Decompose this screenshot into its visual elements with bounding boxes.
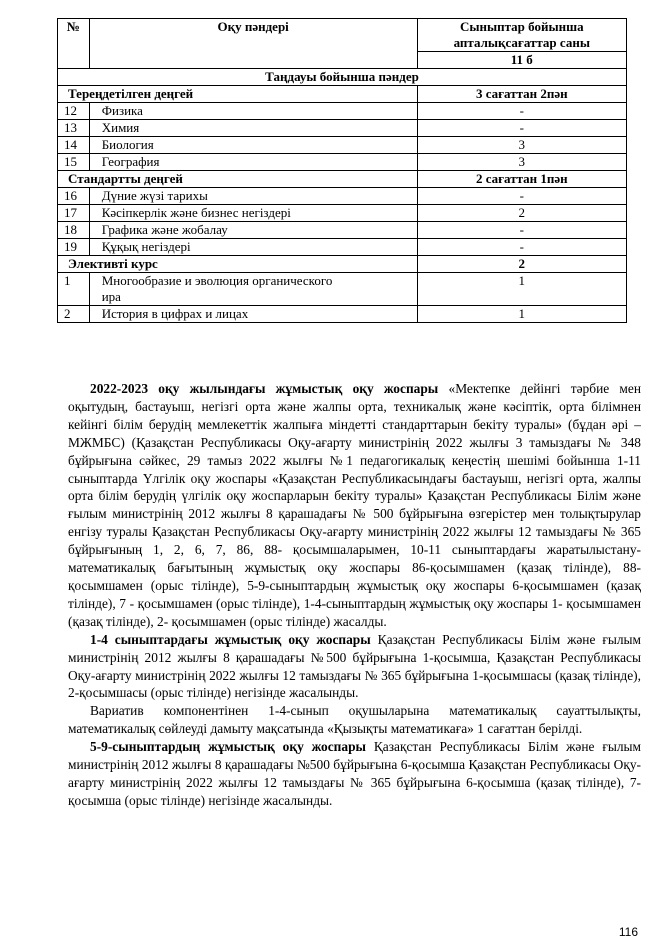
level-title: Элективті курс: [58, 256, 418, 273]
page-number: 116: [618, 925, 638, 939]
row-subject: Графика және жобалау: [89, 222, 417, 239]
row-hours: -: [417, 188, 626, 205]
row-subject: География: [89, 154, 417, 171]
section-row: [58, 69, 627, 86]
paragraph-text: «Мектепке дейінгі тәрбие мен оқытудың, бастауыш, негізгі орта және жалпы орта, техникалық және кәсіптік, орта білімнен кейінгі білім берудің мемлекеттік жалпыға міндетті стандарттарын бекіту туралы» (бұдан әрі – МЖМБС) (Қазақстан Республикасы Оқу-ағарту министрінің 2022 жылғы 3 тамыздағы № 348 бұйрығына сәйкес, 29 тамыз 2022 жылғы №1 педагогикалық кеңестің шешімі бойынша 1-11 сыныптарда Үлгілік оқу жоспары «Қазақстан Республикасындағы бастауыш, негізгі орта, жалпы орта білім берудің үлгілік оқу жоспарларын бекіту туралы» Қазақстан Республикасы Білім және ғылым министрінің 2012 жылғы 8 қарашадағы № 500 бұйрығына өзгерістер мен толықтырулар енгізу туралы Қазақстан Республикасы Оқу-ағарту министрінің 2022 жылғы 12 тамыздағы № 365 бұйрығының 1, 2, 6, 7, 86, 88- қосымшаларымен, 10-11 сыныптардағы жаратылыстану-математикалық бағытының жұмыстық оқу жоспары 86-қосымшамен (қазақ тілінде), 88-қосымшамен (орыс тілінде), 5-9-сыныптардың жұмыстық оқу жоспары 6-қосымшамен (қазақ тілінде), 7 - қосымшамен (орыс тілінде), 1-4-сыныптардың жұмыстық оқу жоспары 1- қосымшамен (қазақ тілінде), 2- қосымшамен (орыс тілінде) жасалды.: [68, 381, 641, 629]
table-row: [58, 239, 627, 256]
level-title: Тереңдетілген деңгей: [58, 86, 418, 103]
level-title: Стандартты деңгей: [58, 171, 418, 188]
row-number: 19: [58, 239, 90, 256]
row-subject: Дүние жүзі тарихы: [89, 188, 417, 205]
row-subject: Кәсіпкерлік және бизнес негіздері: [89, 205, 417, 222]
header-subjects: Оқу пәндері: [89, 19, 417, 69]
paragraph-text: Қазақстан Республикасы Білім және ғылым министрінің 2012 жылғы 8 қарашадағы №500 бұйрығына 6-қосымша Қазақстан Республикасы Оқу-ағарту министрінің 2022 жылғы 12 тамыздағы № 365 бұйрығына 6-қосымша (қазақ тілінде), 7-қосымша (орыс тілінде) негізінде жасалынды.: [68, 739, 641, 808]
row-hours: -: [417, 120, 626, 137]
row-hours: 1: [417, 306, 626, 323]
row-subject: Физика: [89, 103, 417, 120]
curriculum-table: [57, 18, 627, 323]
row-subject: История в цифрах и лицах: [89, 306, 417, 323]
table-row: [58, 188, 627, 205]
paragraph-text: Вариатив компонентінен 1-4-сынып оқушыларына математикалық сауаттылықты, математикалық сөйлеуді дамыту мақсатында «Қызықты математикаға» 1 сағаттан берілді.: [68, 703, 641, 737]
row-number: 1: [58, 273, 90, 306]
header-hours: [417, 19, 626, 69]
row-hours: 3: [417, 137, 626, 154]
level-value: 2 сағаттан 1пән: [417, 171, 626, 188]
paragraph: [68, 702, 641, 738]
table-row: [58, 154, 627, 171]
row-hours: -: [417, 222, 626, 239]
level-row: [58, 86, 627, 103]
row-hours: 3: [417, 154, 626, 171]
row-hours: 1: [417, 273, 626, 306]
paragraph: [68, 631, 641, 703]
row-number: 15: [58, 154, 90, 171]
row-number: 14: [58, 137, 90, 154]
paragraph-heading: 2022-2023 оқу жылындағы жұмыстық оқу жоспары: [90, 381, 439, 396]
header-hours-line1: Сыныптар бойынша: [459, 19, 584, 34]
level-row: [58, 256, 627, 273]
table-row: [58, 137, 627, 154]
table-row: [58, 120, 627, 137]
table-header-row: [58, 19, 627, 69]
body-text: [68, 380, 641, 810]
table-row: [58, 273, 627, 306]
row-subject: Многообразие и эволюция органического ира: [89, 273, 417, 306]
row-subject: Құқық негіздері: [89, 239, 417, 256]
header-grade: 11 б: [510, 52, 533, 67]
row-number: 17: [58, 205, 90, 222]
row-number: 2: [58, 306, 90, 323]
table-row: [58, 306, 627, 323]
row-subject: Химия: [89, 120, 417, 137]
row-hours: 2: [417, 205, 626, 222]
level-value: 2: [417, 256, 626, 273]
paragraph: [68, 380, 641, 631]
table-row: [58, 222, 627, 239]
table-row: [58, 205, 627, 222]
row-number: 18: [58, 222, 90, 239]
row-subject: Биология: [89, 137, 417, 154]
row-number: 12: [58, 103, 90, 120]
row-hours: -: [417, 239, 626, 256]
section-title: Таңдауы бойынша пәндер: [58, 69, 627, 86]
row-number: 16: [58, 188, 90, 205]
level-value: 3 сағаттан 2пән: [417, 86, 626, 103]
level-row: [58, 171, 627, 188]
paragraph: [68, 738, 641, 810]
paragraph-heading: 1-4 сыныптардағы жұмыстық оқу жоспары: [90, 631, 371, 647]
row-number: 13: [58, 120, 90, 137]
row-hours: -: [417, 103, 626, 120]
header-no: №: [58, 19, 90, 69]
paragraph-heading: 5-9-сыныптардың жұмыстық оқу жоспары: [90, 739, 366, 755]
table-row: [58, 103, 627, 120]
header-hours-line2: апталықсағаттар саны: [418, 35, 626, 52]
paragraph-text: Қазақстан Республикасы Білім және ғылым министрінің 2012 жылғы 8 қарашадағы №500 бұйрығына 1-қосымша, Қазақстан Республикасы Оқу-ағарту министрінің 2022 жылғы 12 тамыздағы № 365 бұйрығына 1-қосымшасы (қазақ тілінде), 2-қосымшасы (орыс тілінде) негізінде жасалынды.: [68, 631, 641, 701]
